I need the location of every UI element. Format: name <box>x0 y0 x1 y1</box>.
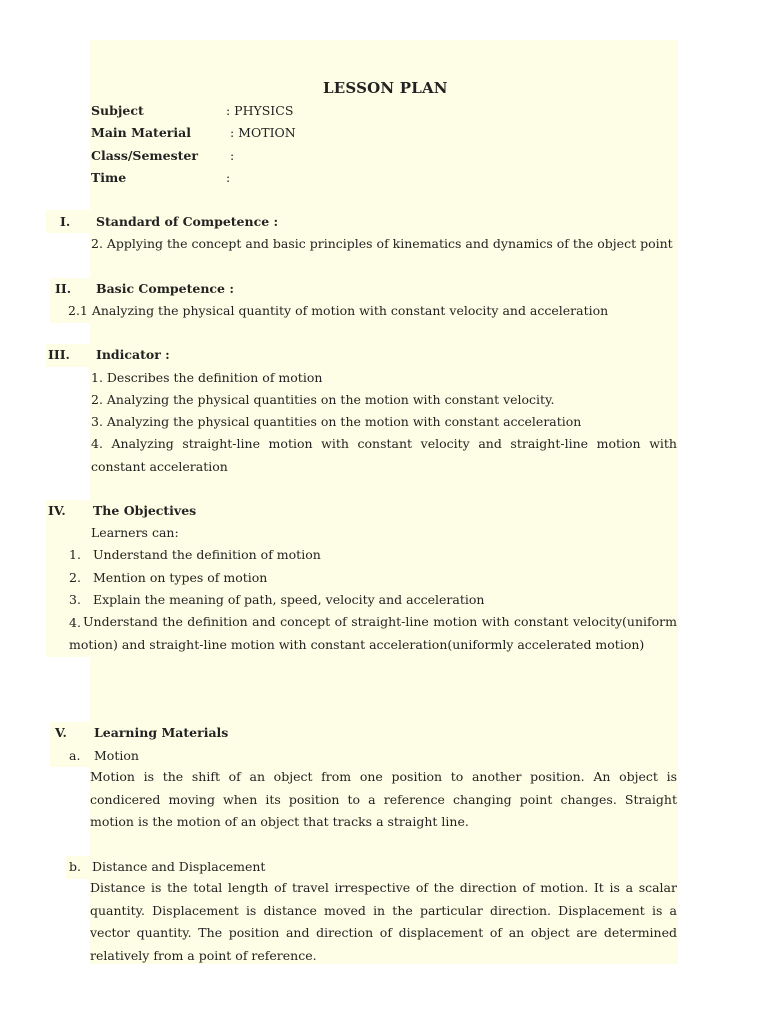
section-5-number: V. <box>55 725 67 740</box>
time-value: : <box>226 170 231 185</box>
section-2-item: 2.1 Analyzing the physical quantity of motion with constant velocity and acceleration <box>68 303 609 318</box>
indicator-item: 3. Analyzing the physical quantities on the motion with constant acceleration <box>91 414 582 429</box>
subsection-a-heading: Motion <box>94 748 139 763</box>
objective-text-content: Understand the definition and concept of straight-line motion with constant velocity(uniform motion) and straight-line motion with constant acceleration(uniformly accelerated motion) <box>69 614 677 652</box>
section-2-number: II. <box>55 281 72 296</box>
objective-number: 3. <box>69 592 81 607</box>
class-value: : <box>230 148 235 163</box>
objective-number: 1. <box>69 547 81 562</box>
subsection-b-heading: Distance and Displacement <box>92 859 266 874</box>
objective-number: 2. <box>69 570 81 585</box>
page-title: LESSON PLAN <box>323 79 448 97</box>
section-1-heading: Standard of Competence : <box>96 214 279 229</box>
subsection-a-number: a. <box>69 748 81 763</box>
objective-text: Explain the meaning of path, speed, velocity and acceleration <box>93 592 485 607</box>
class-label: Class/Semester <box>91 148 198 163</box>
material-label: Main Material <box>91 125 191 140</box>
objective-number: 4. <box>69 615 81 630</box>
section-2-heading: Basic Competence : <box>96 281 234 296</box>
objectives-intro: Learners can: <box>91 525 179 540</box>
section-3-number: III. <box>48 347 70 362</box>
subsection-b-number: b. <box>69 859 81 874</box>
subsection-a-text: Motion is the shift of an object from one position to another position. An object is condicered moving when its position to a reference changing point changes. Straight motion is the motion of an object that tracks a straight line. <box>90 769 677 829</box>
objective-text <box>69 611 677 656</box>
section-4-heading: The Objectives <box>93 503 197 518</box>
subject-label: Subject <box>91 103 144 118</box>
section-1-item: 2. Applying the concept and basic principles of kinematics and dynamics of the object point <box>91 236 673 251</box>
section-5-heading: Learning Materials <box>94 725 229 740</box>
section-3-heading: Indicator : <box>96 347 170 362</box>
subsection-b-text: Distance is the total length of travel irrespective of the direction of motion. It is a scalar quantity. Displacement is distance moved in the particular direction. Displacement is a vector quantity. The position and direction of displacement of an object are determined relatively from a point of reference. <box>90 880 677 963</box>
objective-text: Mention on types of motion <box>93 570 268 585</box>
indicator-item: 4. Analyzing straight-line motion with constant velocity and straight-line motion with constant acceleration <box>91 436 677 474</box>
objective-text: Understand the definition of motion <box>93 547 321 562</box>
indicator-item: 2. Analyzing the physical quantities on the motion with constant velocity. <box>91 392 555 407</box>
indicator-item: 1. Describes the definition of motion <box>91 370 323 385</box>
time-label: Time <box>91 170 127 185</box>
section-4-number: IV. <box>48 503 66 518</box>
material-value: : MOTION <box>230 125 296 140</box>
section-1-number: I. <box>60 214 71 229</box>
subject-value: : PHYSICS <box>226 103 294 118</box>
